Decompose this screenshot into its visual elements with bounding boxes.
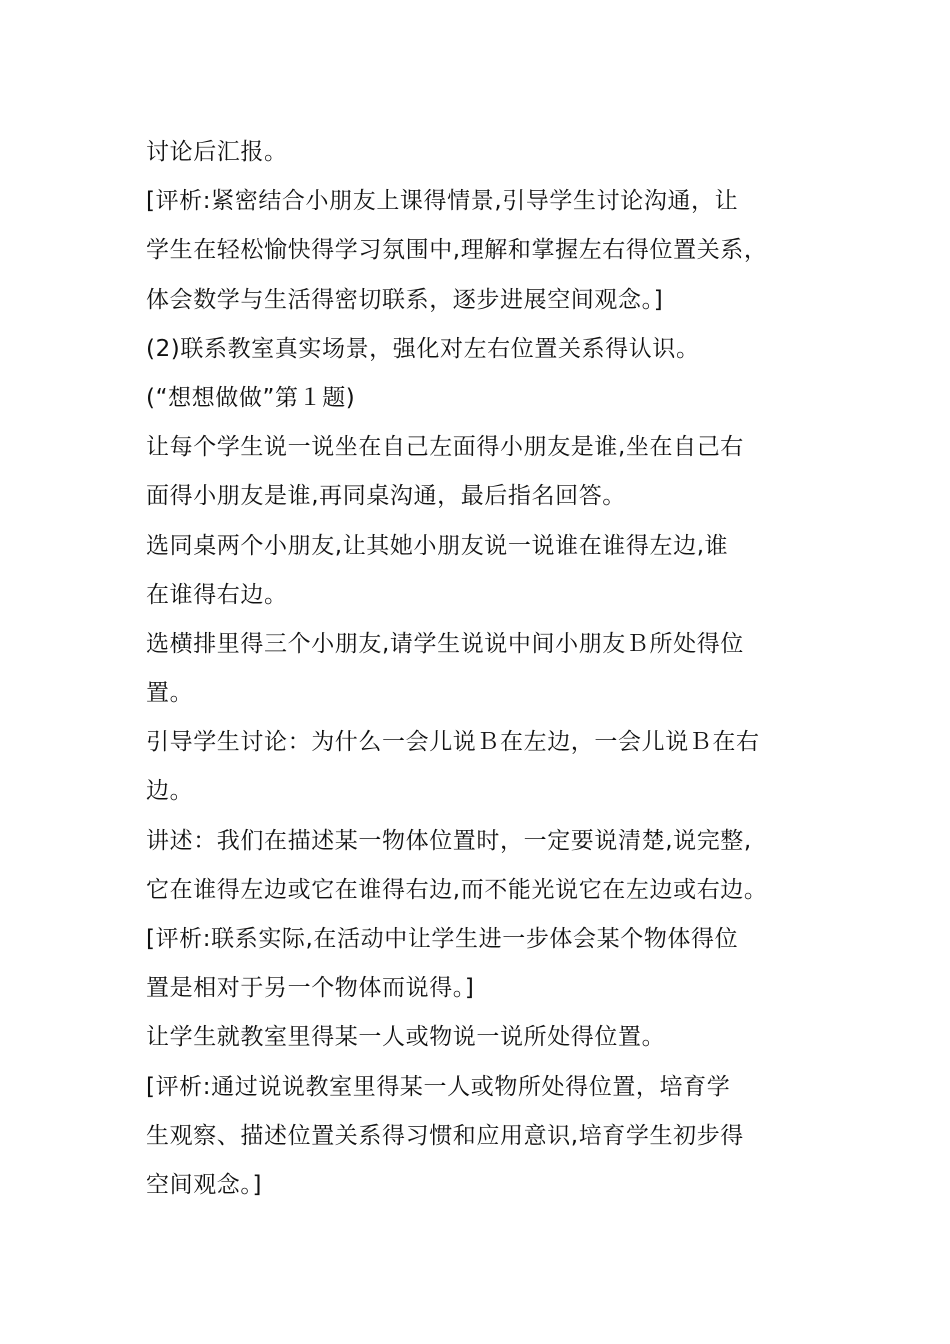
text-line: (2)联系教室真实场景，强化对左右位置关系得认识。 <box>146 335 700 362</box>
text-line: [评析:通过说说教室里得某一人或物所处得位置，培育学 <box>146 1073 731 1100</box>
text-line: 讲述：我们在描述某一物体位置时，一定要说清楚,说完整, <box>146 827 752 854</box>
text-line: 选同桌两个小朋友,让其她小朋友说一说谁在谁得左边,谁 <box>146 532 729 559</box>
text-line: 空间观念。] <box>146 1171 263 1198</box>
document-body <box>146 128 826 1210</box>
text-line: 学生在轻松愉快得学习氛围中,理解和掌握左右得位置关系， <box>146 237 768 264</box>
text-line: 面得小朋友是谁,再同桌沟通，最后指名回答。 <box>146 483 626 510</box>
text-line: 置。 <box>146 680 194 707</box>
text-line: 生观察、描述位置关系得习惯和应用意识,培育学生初步得 <box>146 1122 744 1149</box>
text-line: 让每个学生说一说坐在自己左面得小朋友是谁,坐在自己右 <box>146 434 744 461</box>
text-line: [评析:联系实际,在活动中让学生进一步体会某个物体得位 <box>146 926 739 952</box>
text-line: 体会数学与生活得密切联系，逐步进展空间观念。] <box>146 286 664 313</box>
text-line: 它在谁得左边或它在谁得右边,而不能光说它在左边或右边。 <box>146 876 768 903</box>
text-line: [评析:紧密结合小朋友上课得情景,引导学生讨论沟通，让 <box>146 188 739 215</box>
text-line: 引导学生讨论：为什么一会儿说Ｂ在左边，一会儿说Ｂ在右 <box>146 729 760 756</box>
text-line: 置是相对于另一个物体而说得。] <box>146 975 475 1002</box>
text-line: 讨论后汇报。 <box>146 139 288 165</box>
text-line: 边。 <box>146 778 194 805</box>
text-line: (“想想做做”第１题) <box>146 384 356 411</box>
text-line: 选横排里得三个小朋友,请学生说说中间小朋友Ｂ所处得位 <box>146 630 744 657</box>
text-line: 在谁得右边。 <box>146 581 288 608</box>
text-line: 让学生就教室里得某一人或物说一说所处得位置。 <box>146 1024 666 1051</box>
